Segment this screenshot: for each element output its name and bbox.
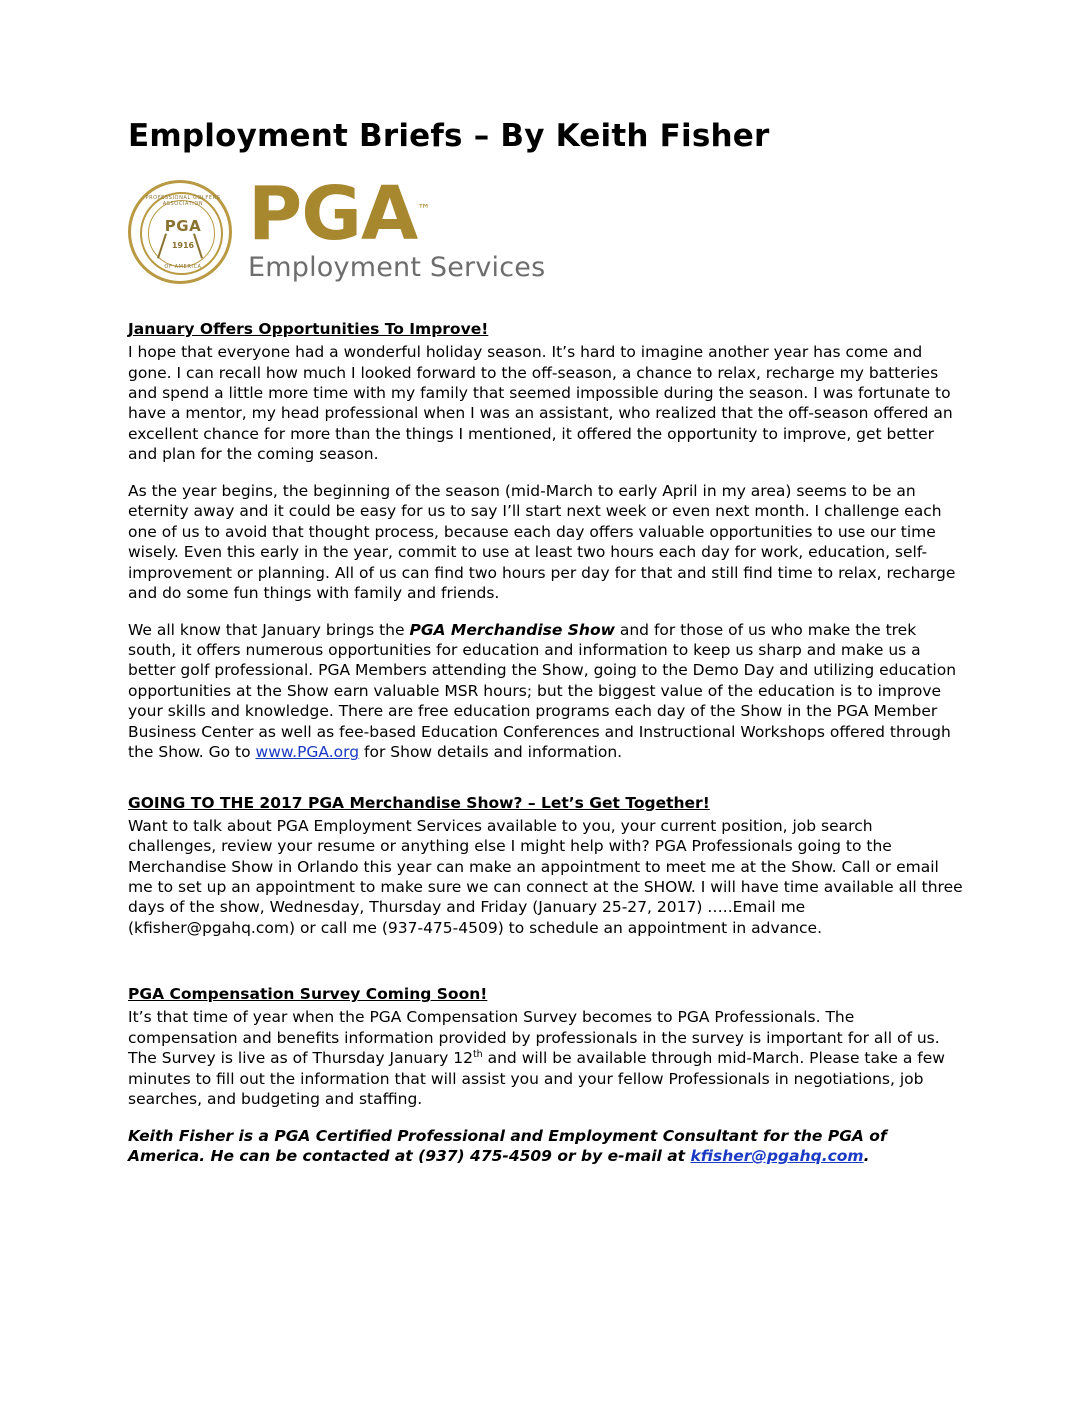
pga-seal-icon [128, 180, 232, 284]
logo-tagline: Employment Services [248, 251, 546, 283]
seal-text-bottom: OF AMERICA [164, 264, 202, 271]
page-title: Employment Briefs – By Keith Fisher [128, 118, 770, 154]
paragraph-compensation-survey [128, 1007, 964, 1109]
logo-wordmark-group [248, 171, 546, 283]
paragraph-survey-part1: It’s that time of year when the PGA Compensation Survey becomes to PGA Professionals. The compensation and benefits information provided by professionals in the survey is important for all of us. The Survey is live as of Thursday January 12 [128, 1008, 940, 1068]
paragraph-january-3-part3: for Show details and information. [359, 743, 623, 762]
section-heading-january: January Offers Opportunities To Improve! [128, 320, 489, 339]
document-content [128, 118, 964, 1166]
author-bio-part2: . [863, 1147, 870, 1165]
paragraph-january-3-part2: and for those of us who make the trek south, it offers numerous opportunities for education and information to keep us sharp and make us a better golf professional. PGA Members attending the Show, going to the Demo Day and utilizing education opportunities at the Show earn valuable MSR hours; but the biggest value of the education is to improve your skills and knowledge. There are free education programs each day of the Show in the PGA Member Business Center as well as fee-based Education Conferences and Instructional Workshops offered through the Show. Go to [128, 620, 957, 762]
paragraph-january-3 [128, 620, 964, 763]
paragraph-merchandise-show-1: Want to talk about PGA Employment Services available to you, your current position, job search challenges, review your resume or anything else I might help with? PGA Professionals going to the Merchandise Show in Orlando this year can make an appointment to meet me at the Show. Call or email me to set up an appointment to make sure we can connect at the SHOW. I will have time available all three days of the show, Wednesday, Thursday and Friday (January 25-27, 2017) …..Email me (kfisher@pgahq.com) or call me (937-475-4509) to schedule an appointment in advance. [128, 816, 963, 937]
trademark-symbol: ™ [417, 202, 431, 218]
spacer-1 [128, 779, 964, 793]
author-bio-part1: Keith Fisher is a PGA Certified Professional and Employment Consultant for the PGA of America. He can be contacted at (937) 475-4509 or by e-mail at [128, 1126, 887, 1165]
pga-wordmark-text: PGA [248, 171, 418, 258]
author-email-link[interactable]: kfisher@pgahq.com [690, 1147, 864, 1165]
spacer-2 [128, 954, 964, 984]
seal-text-top: PROFESSIONAL GOLFERS ASSOCIATION [145, 195, 221, 208]
author-bio [128, 1126, 964, 1167]
paragraph-january-3-part1: We all know that January brings the [128, 620, 410, 639]
paragraph-january-2: As the year begins, the beginning of the season (mid-March to early April in my area) seems to be an eternity away and it could be easy for us to say I’ll start next week or even next month. I challenge each one of us to avoid that thought process, because each day offers valuable opportunities to use our time wisely. Even this early in the year, commit to use at least two hours each day for work, education, self-improvement or planning. All of us can find two hours per day for that and still find time to relax, recharge and do some fun things with family and friends. [128, 481, 956, 603]
seal-year: 1916 [171, 241, 195, 251]
pga-org-link[interactable]: www.PGA.org [255, 743, 360, 762]
date-ordinal-suffix: th [472, 1049, 483, 1061]
paragraph-january-1: I hope that everyone had a wonderful holiday season. It’s hard to imagine another year has come and gone. I can recall how much I looked forward to the off-season, a chance to relax, recharge my batteries and spend a little more time with my family that seemed impossible during the season. I was fortunate to have a mentor, my head professional when I was an assistant, who realized that the off-season offered an excellent chance for more than the things I mentioned, it offered the opportunity to improve, get better and plan for the coming season. [128, 343, 953, 464]
merchandise-show-emphasis: PGA Merchandise Show [409, 620, 615, 639]
section-heading-compensation-survey: PGA Compensation Survey Coming Soon! [128, 985, 488, 1004]
paragraph-survey-part2: and will be available through mid-March. Please take a few minutes to fill out the information that will assist you and your fellow Professionals in negotiations, job searches, and budgeting and staffing. [128, 1049, 945, 1109]
pga-employment-services-logo [128, 173, 964, 291]
seal-monogram: PGA [164, 217, 202, 236]
section-heading-merchandise-show: GOING TO THE 2017 PGA Merchandise Show? – Let’s Get Together! [128, 793, 710, 812]
pga-wordmark [248, 171, 545, 258]
